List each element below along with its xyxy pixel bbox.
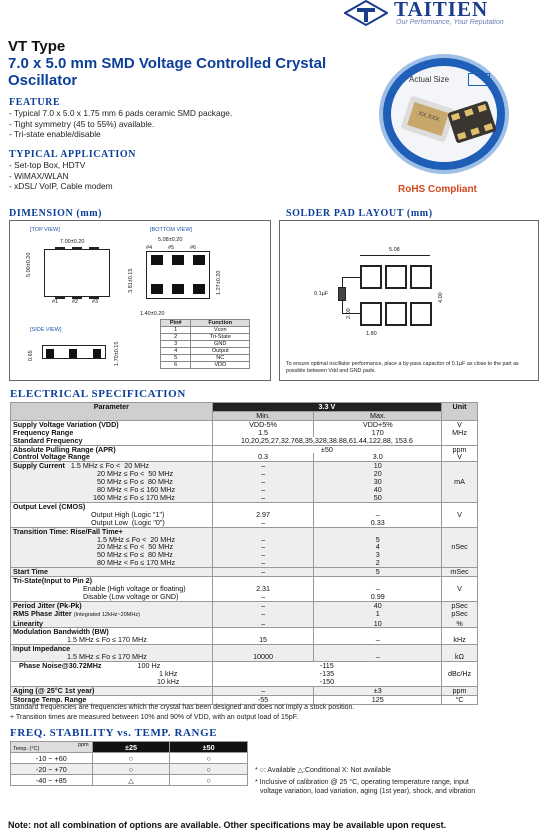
table-row: Supply Current 1.5 MHz ≤ Fo < 20 MHz – 10 — [11, 462, 478, 470]
list-item: - xDSL/ VoIP, Cable modem — [9, 181, 113, 191]
table-row: Enable (High voltage or floating) 2.31 – V — [11, 585, 478, 593]
freq-stability-table: ppm Temp. (°C) ±25 ±50 -10 ~ +60 ○ ○ -20 ~ +70 ○ ○ -40 ~ +85 △ ○ — [10, 741, 248, 786]
table-row: Supply Voltage Variation (VDD) VDD-5% VDD+5% V — [11, 420, 478, 428]
table-row: Input Impedance — [11, 645, 478, 653]
solder-pad — [360, 302, 382, 326]
pin-label: #3 — [92, 299, 99, 305]
table-row: -10 ~ +60 ○ ○ — [11, 753, 248, 764]
application-heading: TYPICAL APPLICATION — [9, 149, 137, 160]
col-header: ±50 — [170, 742, 248, 753]
table-row: Frequency Range 1.5 170 MHz — [11, 429, 478, 437]
table-row: 50 MHz ≤ Fo ≤ 80 MHz – 30 mA — [11, 478, 478, 486]
footer-note: Note: not all combination of options are available. Other specifications may be available upon request. — [8, 820, 447, 830]
table-row: Phase Noise@30.72MHz 100 Hz -115 — [11, 662, 478, 670]
table-row: Control Voltage Range 0.3 3.0 V — [11, 453, 478, 461]
table-row: -40 ~ +85 △ ○ — [11, 775, 248, 786]
list-item: - WiMAX/WLAN — [9, 170, 69, 181]
dim-pad-width: 1.40±0.20 — [140, 311, 165, 317]
table-row: Standard Frequency 10,20,25,27,32.768,35,328,38.88,61.44,122.88, 153.6 — [11, 437, 478, 445]
table-row: Start Time – 5 mSec — [11, 568, 478, 577]
table-row: Disable (Low voltage or GND) – 0.99 — [11, 593, 478, 601]
solder-heading: SOLDER PAD LAYOUT (mm) — [286, 208, 433, 219]
dim-pad-height: 2.00 — [346, 308, 352, 319]
dimension-heading: DIMENSION (mm) — [9, 208, 103, 219]
table-row: Period Jitter (Pk-Pk) – 40 pSec — [11, 601, 478, 609]
pin-table: Pin# Function 1 Vcon 2 Tri-State 3 GND 4 Output 5 NC 6 VDD — [160, 319, 250, 369]
solder-pad — [385, 265, 407, 289]
table-row: -20 ~ +70 ○ ○ — [11, 764, 248, 775]
page-subtitle: 7.0 x 5.0 mm SMD Voltage Controlled Crystal Oscillator — [8, 55, 327, 89]
application-list — [9, 160, 113, 192]
table-row: Modulation Bandwidth (BW) — [11, 628, 478, 636]
header-min: Min. — [212, 411, 314, 420]
header-unit: Unit — [442, 403, 478, 421]
header-parameter: Parameter — [11, 403, 213, 421]
solder-pad — [385, 302, 407, 326]
pin-label: #6 — [190, 245, 197, 251]
dim-length: 7.00±0.20 — [60, 239, 85, 245]
top-view-label: [TOP VIEW] — [30, 227, 60, 233]
feature-heading: FEATURE — [9, 97, 61, 108]
inclusive-note-1: * Inclusive of calibration @ 25 °C, operating temperature range, input — [255, 779, 469, 786]
dim-pad-span: 4.00 — [438, 292, 444, 303]
page-title: VT Type — [8, 38, 66, 55]
pin-label: #2 — [72, 299, 79, 305]
dim-pad-w: 1.80 — [366, 331, 377, 337]
note-standard-frequency: Standard frequencies are frequencies which the crystal has been designed and does not imply a stock position. — [10, 704, 355, 711]
table-row: 1.5 MHz ≤ Fo ≤ 170 MHz 10000 – kΩ — [11, 653, 478, 661]
chip-bottom-image — [447, 100, 497, 143]
solder-pad — [360, 265, 382, 289]
table-row: Linearity – 10 % — [11, 620, 478, 628]
solder-drawing — [279, 220, 539, 381]
rohs-badge: RoHS Compliant — [398, 184, 477, 195]
table-row: 1.5 MHz ≤ Fo ≤ 170 MHz 15 – kHz — [11, 636, 478, 644]
chip-top-image: XX.XXX — [401, 96, 455, 143]
table-row: Output High (Logic "1") 2.97 – V — [11, 511, 478, 519]
solder-pad — [410, 265, 432, 289]
feature-list — [9, 108, 232, 140]
col-header: ±25 — [92, 742, 170, 753]
solder-pad — [410, 302, 432, 326]
table-row: 160 MHz ≤ Fo ≤ 170 MHz – 50 — [11, 494, 478, 502]
dim-pitch: 5.08±0.20 — [158, 237, 183, 243]
header-max: Max. — [314, 411, 442, 420]
top-view-package — [44, 249, 110, 297]
note-transition-time: + Transition times are measured between 10% and 90% of VDD, with an output load of 15pF. — [10, 714, 299, 721]
actual-size-label: Actual Size — [409, 75, 450, 84]
list-item: - Typical 7.0 x 5.0 x 1.75 mm 6 pads ceramic SMD package. — [9, 108, 233, 118]
electrical-heading: ELECTRICAL SPECIFICATION — [10, 388, 186, 400]
freq-stability-heading: FREQ. STABILITY vs. TEMP. RANGE — [10, 727, 218, 739]
dim-height: 3.81±0.15 — [128, 268, 134, 293]
table-row: 80 MHz < Fo ≤ 170 MHz – 2 — [11, 559, 478, 567]
table-row: Absolute Pulling Range (APR) ±50 ppm — [11, 445, 478, 453]
dim-thickness: 1.70±0.15 — [114, 341, 120, 366]
table-row: Output Level (CMOS) — [11, 502, 478, 510]
list-item: - Set-top Box, HDTV — [9, 160, 86, 170]
table-row: 10 kHz -150 — [11, 678, 478, 686]
header-voltage: 3.3 V — [212, 403, 441, 412]
table-row: 20 MHz ≤ Fo < 50 MHz – 4 nSec — [11, 543, 478, 551]
table-row: Tri-State(Input to Pin 2) — [11, 577, 478, 585]
table-row: Aging (@ 25°C 1st year) – ±3 ppm — [11, 686, 478, 695]
brand-logo — [344, 0, 550, 30]
brand-tagline: Our Performance, Your Reputation — [396, 19, 504, 26]
table-row: 20 MHz ≤ Fo < 50 MHz – 20 — [11, 470, 478, 478]
side-view-package — [42, 345, 106, 359]
solder-note: To ensure optimal oscillator performance, place a by-pass capacitor of 0.1µF as close to the part as possible between Vdd and GND pads. — [286, 361, 519, 374]
capacitor-label: 0.1µF — [314, 291, 329, 297]
product-photo — [379, 54, 509, 174]
table-row: 1 kHz -135 dBc/Hz — [11, 670, 478, 678]
brand-name: TAITIEN — [394, 0, 489, 21]
table-row: 50 MHz ≤ Fo ≤ 80 MHz – 3 — [11, 551, 478, 559]
inclusive-note-2: voltage variation, load variation, aging (1st year), shock, and vibration — [260, 788, 476, 795]
dim-side: 0.65 — [28, 350, 34, 361]
list-item: - Tri-state enable/disable — [9, 129, 101, 139]
table-row: Transition Time: Rise/Fall Time+ — [11, 527, 478, 535]
actual-size-box — [468, 73, 490, 86]
table-row: Storage Temp. Range -55 125 °C — [11, 695, 478, 704]
dimension-drawing — [9, 220, 271, 381]
logo-mark-icon — [344, 0, 388, 26]
dim-width: 5.00±0.20 — [26, 252, 32, 277]
table-row: Output Low (Logic "0") – 0.33 — [11, 519, 478, 527]
bypass-capacitor-icon — [338, 287, 346, 301]
table-row: RMS Phase Jitter (Integrated 12kHz~20MHz) – 1 pSec — [11, 610, 478, 620]
pin-label: #1 — [52, 299, 59, 305]
bottom-view-label: [BOTTOM VIEW] — [150, 227, 193, 233]
pin-label: #4 — [146, 245, 153, 251]
availability-legend: * ○: Available △:Conditional X: Not available — [255, 767, 391, 774]
dim-pad: 1.27±0.20 — [216, 270, 222, 295]
table-row: 1.5 MHz ≤ Fo < 20 MHz – 5 — [11, 536, 478, 544]
dim-pad-pitch: 5.08 — [389, 247, 400, 253]
electrical-spec-table — [10, 402, 478, 705]
bottom-view-package — [146, 251, 210, 299]
pin-label: #5 — [168, 245, 175, 251]
table-row: 80 MHz < Fo ≤ 160 MHz – 40 — [11, 486, 478, 494]
side-view-label: [SIDE VIEW] — [30, 327, 62, 333]
list-item: - Tight symmetry (45 to 55%) available. — [9, 118, 155, 129]
